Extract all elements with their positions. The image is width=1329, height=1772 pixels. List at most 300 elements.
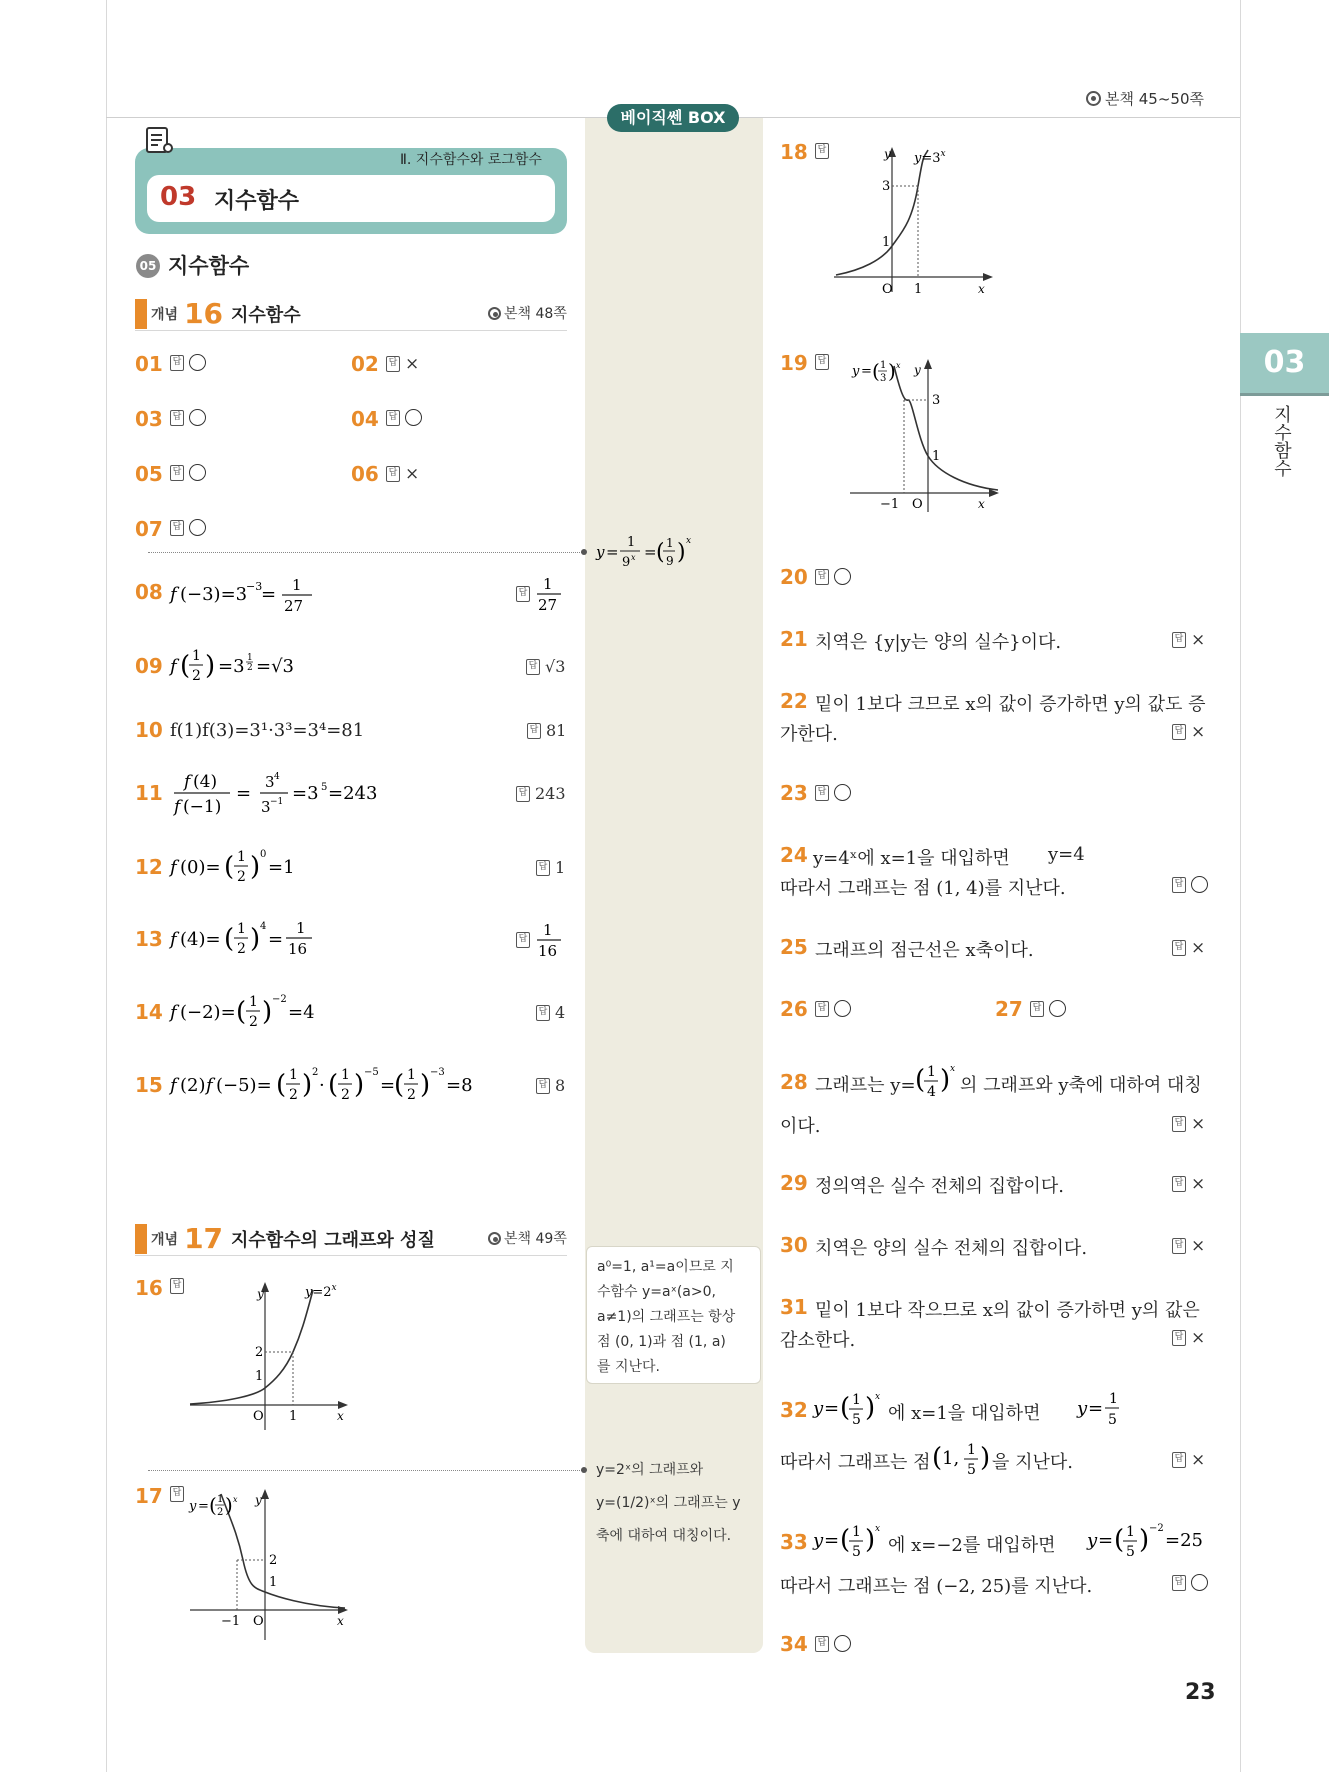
svg-text:(: ( [840, 1393, 851, 1423]
question-number: 20 [780, 565, 808, 589]
answer-06: 답 × [386, 464, 419, 484]
svg-text:2: 2 [341, 1087, 350, 1103]
solution-32-line-2a: 따라서 그래프는 점 [780, 1452, 931, 1473]
svg-text:=: = [824, 1530, 840, 1551]
svg-text:(: ( [224, 852, 235, 882]
equation-14 [168, 986, 338, 1036]
svg-text:2: 2 [249, 1014, 258, 1030]
answer-fraction [535, 574, 563, 614]
svg-text:3: 3 [932, 393, 941, 408]
answer-32: 답 × [1172, 1450, 1205, 1470]
svg-text:(: ( [932, 1443, 943, 1473]
concept-16-rule [135, 330, 567, 331]
svg-text:): ) [250, 924, 261, 954]
svg-text:=: = [606, 543, 619, 561]
solution-21: 치역은 {y|y는 양의 실수}이다. [815, 632, 1062, 653]
question-number: 04 [351, 407, 379, 431]
circle-mark-icon [405, 409, 422, 426]
reference-icon [488, 307, 501, 320]
answer-19: 답 [815, 354, 829, 370]
svg-text:=3: =3 [218, 656, 245, 677]
svg-text:=4: =4 [288, 1002, 315, 1023]
svg-text:1: 1 [914, 282, 923, 297]
svg-text:y=2x: $y=2^x$ [305, 1283, 337, 1300]
equation-11 [168, 766, 378, 818]
svg-text:1: 1 [852, 1524, 861, 1540]
answer-10: 답 81 [527, 721, 566, 740]
svg-text:): ) [865, 1525, 876, 1555]
chapter-side-tab: 03 [1240, 333, 1329, 393]
svg-text:): ) [980, 1443, 990, 1473]
svg-text:=8: =8 [446, 1075, 473, 1096]
question-number: 30 [780, 1233, 808, 1257]
svg-text:x: x [875, 1392, 881, 1402]
svg-text:=: = [1088, 1398, 1104, 1419]
note-2-box: a⁰=1, a¹=a이므로 지 수함수 y=aˣ(a>0, a≠1)의 그래프는 항상 점 (0, 1)과 점 (1, a) 를 지난다. [586, 1246, 761, 1384]
solution-31-line-2: 감소한다. [780, 1330, 856, 1351]
fraction-one-quarter [915, 1056, 957, 1104]
note-leader-dot [581, 1467, 587, 1473]
answer-03: 답 [170, 409, 206, 426]
svg-text:y: y [813, 1530, 824, 1551]
equation-33-result [1085, 1516, 1210, 1564]
equation-32-function [811, 1384, 891, 1432]
answer-17: 답 [170, 1486, 184, 1502]
svg-text:(: ( [236, 997, 247, 1027]
svg-text:): ) [888, 359, 896, 383]
equation-12 [168, 841, 318, 891]
solution-32-line-1: 에 x=1을 대입하면 [888, 1403, 1041, 1424]
svg-text:5: 5 [852, 1544, 861, 1560]
svg-text:1: 1 [237, 921, 246, 937]
circle-mark-icon [1049, 1000, 1066, 1017]
svg-text:=: = [198, 1499, 209, 1514]
solution-32-line-2b: 을 지난다. [992, 1452, 1073, 1473]
svg-text:O: O [912, 497, 923, 512]
svg-text:4: 4 [927, 1084, 936, 1100]
chapter-side-label: 지수함수 [1271, 405, 1292, 477]
note-3-line-2: y=(1/2)ˣ의 그래프는 y [596, 1495, 741, 1511]
answer-05: 답 [170, 464, 206, 481]
svg-text:=: = [644, 543, 657, 561]
note-3-line-1: y=2ˣ의 그래프와 [596, 1462, 704, 1478]
svg-text:=25: =25 [1165, 1530, 1203, 1551]
question-number: 01 [135, 352, 163, 376]
svg-text:(4)=: (4)= [180, 929, 221, 950]
svg-text:O: O [882, 282, 893, 297]
concept-17-reference: 본책 49쪽 [488, 1228, 567, 1248]
svg-text:(−3)=3: (−3)=3 [180, 584, 248, 605]
note-3-line-3: 축에 대하여 대칭이다. [596, 1528, 732, 1544]
page-border-left [106, 0, 107, 1772]
svg-text:1: 1 [932, 449, 941, 464]
question-number: 09 [135, 654, 163, 678]
svg-text:f: f [170, 929, 177, 950]
circle-mark-icon [189, 354, 206, 371]
svg-text:−1: −1 [221, 1614, 241, 1629]
svg-text:x: x [233, 1495, 238, 1504]
question-number: 33 [780, 1530, 808, 1554]
svg-text:y: y [257, 1287, 264, 1301]
svg-text:f: f [170, 857, 177, 878]
solution-22-line-2: 가한다. [780, 724, 838, 745]
svg-text:): ) [1139, 1525, 1150, 1555]
answer-30: 답 × [1172, 1236, 1205, 1256]
svg-text:1: 1 [341, 1067, 350, 1083]
svg-text:(2): (2) [180, 1075, 206, 1096]
solution-28-line-1b: 의 그래프와 y축에 대하여 대칭 [960, 1075, 1202, 1096]
question-number: 07 [135, 517, 163, 541]
question-number: 25 [780, 935, 808, 959]
answer-21: 답 × [1172, 630, 1205, 650]
svg-text:2: 2 [237, 941, 246, 957]
svg-text:f: f [184, 772, 191, 792]
svg-text:2: 2 [247, 663, 253, 673]
solution-33-line-2: 따라서 그래프는 점 (−2, 25)를 지난다. [780, 1576, 1093, 1597]
svg-text:1: 1 [247, 653, 253, 663]
equation-10: f(1)f(3)=3¹·3³=3⁴=81 [170, 720, 365, 741]
svg-text:1: 1 [237, 849, 246, 865]
question-number: 22 [780, 689, 808, 713]
circle-mark-icon [1191, 876, 1208, 893]
solution-29: 정의역은 실수 전체의 집합이다. [815, 1176, 1064, 1197]
concept-tag [135, 299, 147, 329]
question-number: 11 [135, 781, 163, 805]
svg-text:=: = [380, 1075, 396, 1096]
question-number: 23 [780, 781, 808, 805]
svg-text:−1: −1 [270, 797, 284, 807]
answer-fraction [535, 920, 563, 960]
svg-text:2: 2 [289, 1087, 298, 1103]
answer-12: 답 1 [536, 858, 565, 877]
answer-14: 답 4 [536, 1003, 565, 1022]
svg-text:O: O [253, 1409, 264, 1424]
svg-text:3: 3 [261, 798, 271, 816]
circle-mark-icon [189, 464, 206, 481]
svg-text:−2: −2 [1149, 1523, 1164, 1534]
svg-text:y: y [255, 1493, 262, 1507]
basic-box-column [585, 118, 763, 1653]
answer-08: 답 1 27 [516, 574, 563, 614]
answer-13: 답 1 16 [516, 920, 563, 960]
svg-text:5: 5 [1108, 1412, 1117, 1428]
answer-01: 답 [170, 354, 206, 371]
question-number: 24 [780, 843, 808, 867]
point-1-one-fifth [932, 1434, 990, 1482]
graph-y-3-x [832, 142, 1002, 300]
svg-text:y=3x: $y=3^x$ [914, 149, 946, 166]
svg-text:1: 1 [289, 1067, 298, 1083]
svg-text:=√3: =√3 [256, 656, 295, 677]
svg-text:=3: =3 [292, 783, 319, 804]
svg-text:2: 2 [312, 1067, 319, 1078]
answer-04: 답 [386, 409, 422, 426]
svg-text:y: y [852, 364, 860, 379]
svg-text:): ) [225, 1493, 233, 1517]
answer-16: 답 [170, 1278, 184, 1294]
solution-24-line-2: 따라서 그래프는 점 (1, 4)를 지난다. [780, 878, 1066, 899]
solution-28-line-1a: 그래프는 y= [815, 1075, 916, 1096]
circle-mark-icon [834, 1000, 851, 1017]
svg-text:16: 16 [538, 942, 558, 960]
question-number: 06 [351, 462, 379, 486]
svg-text:·: · [319, 1075, 325, 1096]
question-number: 16 [135, 1276, 163, 1300]
svg-text:(−1): (−1) [183, 797, 222, 817]
svg-text:=243: =243 [328, 783, 378, 804]
svg-text:1: 1 [967, 1442, 976, 1458]
svg-text:(: ( [872, 359, 880, 383]
solution-25: 그래프의 점근선은 x축이다. [815, 940, 1034, 961]
svg-text:(: ( [840, 1525, 851, 1555]
question-number: 02 [351, 352, 379, 376]
svg-text:): ) [250, 852, 261, 882]
svg-text:=: = [824, 1398, 840, 1419]
answer-26: 답 [815, 1000, 851, 1017]
circle-mark-icon [834, 568, 851, 585]
svg-text:y: y [813, 1398, 824, 1419]
answer-34: 답 [815, 1635, 851, 1652]
svg-text:x: x [337, 1614, 344, 1628]
answer-25: 답 × [1172, 938, 1205, 958]
svg-text:2: 2 [217, 1507, 224, 1518]
graph-y-third-x [848, 350, 1008, 515]
svg-text:1: 1 [289, 1409, 298, 1424]
svg-text:f: f [206, 1075, 213, 1096]
solution-22-line-1: 밑이 1보다 크므로 x의 값이 증가하면 y의 값도 증 [815, 694, 1206, 715]
svg-text:): ) [940, 1065, 951, 1095]
svg-text:): ) [262, 997, 273, 1027]
answer-24: 답 [1172, 876, 1208, 893]
answer-18: 답 [815, 143, 829, 159]
svg-text:1: 1 [1126, 1524, 1135, 1540]
svg-text:1: 1 [192, 648, 201, 664]
svg-text:4: 4 [274, 772, 280, 782]
equation-09 [168, 640, 328, 690]
svg-text:): ) [302, 1070, 313, 1100]
note-leader-dot [581, 549, 587, 555]
reference-icon [488, 1232, 501, 1245]
svg-text:1: 1 [852, 1392, 861, 1408]
question-number: 34 [780, 1632, 808, 1656]
svg-text:x: x [978, 497, 985, 511]
svg-text:y: y [884, 147, 891, 161]
answer-09: 답 √3 [526, 657, 565, 676]
circle-mark-icon [1191, 1574, 1208, 1591]
svg-text:x: x [896, 361, 901, 370]
svg-text:16: 16 [288, 940, 308, 958]
svg-text:1: 1 [269, 1575, 278, 1590]
solution-24-line-1: y=4ˣ에 x=1을 대입하면 [813, 848, 1010, 869]
svg-text:y: y [1087, 1530, 1098, 1551]
side-tab-underline [1240, 393, 1329, 396]
svg-text:5: 5 [321, 782, 328, 793]
svg-text:5: 5 [852, 1412, 861, 1428]
svg-text:27: 27 [538, 596, 558, 614]
answer-02: 답 × [386, 354, 419, 374]
page-number: 23 [1185, 1680, 1216, 1705]
svg-text:(: ( [180, 651, 191, 681]
svg-text:x: x [631, 553, 636, 562]
solution-24-result: y=4 [1048, 844, 1085, 865]
answer-31: 답 × [1172, 1328, 1205, 1348]
svg-text:9: 9 [622, 555, 631, 570]
svg-text:−5: −5 [364, 1067, 379, 1078]
question-number: 26 [780, 997, 808, 1021]
graph-y-2-x [185, 1280, 355, 1450]
question-number: 12 [135, 855, 163, 879]
answer-33: 답 [1172, 1574, 1208, 1591]
question-number: 31 [780, 1295, 808, 1319]
svg-text:x: x [875, 1524, 881, 1534]
svg-text:1: 1 [296, 919, 306, 937]
question-number: 32 [780, 1398, 808, 1422]
question-number: 08 [135, 580, 163, 604]
svg-text:=: = [261, 584, 277, 605]
section-title: 지수함수 [168, 254, 250, 278]
svg-text:3: 3 [882, 179, 891, 194]
question-number: 13 [135, 927, 163, 951]
header-page-reference: 본책 45~50쪽 [1086, 88, 1204, 109]
answer-28: 답 × [1172, 1114, 1205, 1134]
svg-text:(−5)=: (−5)= [216, 1075, 272, 1096]
equation-15 [168, 1059, 498, 1109]
answer-23: 답 [815, 784, 851, 801]
svg-text:−3: −3 [430, 1067, 445, 1078]
svg-text:(: ( [656, 540, 665, 565]
reference-icon [1086, 91, 1101, 106]
svg-text:−1: −1 [880, 497, 900, 512]
svg-text:0: 0 [260, 849, 267, 860]
svg-text:1: 1 [880, 360, 887, 371]
svg-text:4: 4 [260, 921, 267, 932]
svg-text:x: x [950, 1064, 956, 1074]
svg-text:2: 2 [407, 1087, 416, 1103]
svg-text:f: f [170, 584, 177, 605]
answer-07: 답 [170, 519, 206, 536]
svg-text:1: 1 [1109, 1391, 1118, 1407]
svg-text:1,: 1, [942, 1448, 960, 1469]
answer-27: 답 [1030, 1000, 1066, 1017]
question-number: 28 [780, 1070, 808, 1094]
svg-text:(: ( [394, 1070, 405, 1100]
concept-16-header: 개념 16 지수함수 [135, 297, 301, 330]
chapter-banner-inner [147, 175, 555, 222]
solution-30: 치역은 양의 실수 전체의 집합이다. [815, 1238, 1088, 1259]
question-number: 29 [780, 1171, 808, 1195]
svg-text:27: 27 [284, 597, 304, 615]
question-number: 05 [135, 462, 163, 486]
svg-text:1: 1 [292, 576, 302, 594]
question-number: 15 [135, 1073, 163, 1097]
equation-13 [168, 913, 338, 963]
svg-text:f: f [170, 656, 177, 677]
svg-text:x: x [686, 536, 692, 546]
basic-box-badge: 베이직쎈 BOX [607, 104, 739, 132]
chapter-title: 지수함수 [214, 189, 300, 214]
solution-28-line-2: 이다. [780, 1116, 821, 1137]
question-number: 18 [780, 140, 808, 164]
svg-text:(−2)=: (−2)= [180, 1002, 236, 1023]
circle-mark-icon [189, 519, 206, 536]
svg-text:2: 2 [255, 1345, 264, 1360]
svg-text:y: y [1077, 1398, 1088, 1419]
note-1-equation [590, 528, 710, 576]
svg-text:1: 1 [543, 921, 553, 939]
svg-text:): ) [420, 1070, 431, 1100]
solution-31-line-1: 밑이 1보다 작으므로 x의 값이 증가하면 y의 값은 [815, 1300, 1200, 1321]
equation-32-result [1075, 1386, 1125, 1432]
svg-text:(: ( [328, 1070, 339, 1100]
svg-text:1: 1 [666, 536, 674, 550]
solution-33-line-1: 에 x=−2를 대입하면 [888, 1535, 1056, 1556]
note-leader-line [148, 552, 584, 553]
svg-text:−2: −2 [272, 994, 287, 1005]
note-leader-line [148, 1470, 584, 1471]
graph-y-half-x [185, 1480, 355, 1650]
svg-text:=: = [861, 364, 872, 379]
svg-text:9: 9 [666, 554, 674, 568]
equation-08 [168, 572, 328, 616]
svg-text:y: y [914, 363, 921, 377]
question-number: 27 [995, 997, 1023, 1021]
svg-text:1: 1 [217, 1494, 224, 1505]
concept-tag [135, 1224, 147, 1254]
answer-20: 답 [815, 568, 851, 585]
svg-text:2: 2 [192, 668, 201, 684]
svg-text:=: = [268, 929, 284, 950]
question-number: 10 [135, 718, 163, 742]
document-icon [143, 126, 175, 156]
svg-text:O: O [253, 1614, 264, 1629]
svg-text:5: 5 [967, 1462, 976, 1478]
chapter-subtitle: Ⅱ. 지수함수와 로그함수 [400, 152, 542, 168]
svg-text:(: ( [276, 1070, 287, 1100]
svg-text:(4): (4) [193, 772, 218, 792]
svg-text:1: 1 [927, 1064, 936, 1080]
svg-text:=1: =1 [268, 857, 295, 878]
question-number: 19 [780, 351, 808, 375]
svg-text:(: ( [915, 1065, 926, 1095]
svg-text:=: = [1098, 1530, 1114, 1551]
circle-mark-icon [189, 409, 206, 426]
circle-mark-icon [834, 784, 851, 801]
svg-text:3: 3 [265, 773, 275, 791]
answer-15: 답 8 [536, 1076, 565, 1095]
concept-16-reference: 본책 48쪽 [488, 303, 567, 323]
svg-text:5: 5 [1126, 1544, 1135, 1560]
svg-text:f: f [170, 1002, 177, 1023]
svg-text:1: 1 [627, 535, 636, 550]
question-number: 17 [135, 1484, 163, 1508]
section-number: 05 [136, 254, 160, 278]
answer-29: 답 × [1172, 1174, 1205, 1194]
svg-text:1: 1 [882, 235, 891, 250]
svg-text:3: 3 [880, 373, 887, 384]
page-border-right [1240, 0, 1241, 1772]
svg-text:(: ( [224, 924, 235, 954]
svg-text:x: x [337, 1409, 344, 1423]
equation-33-function [811, 1516, 891, 1564]
svg-text:=: = [236, 783, 252, 804]
svg-text:(: ( [209, 1493, 217, 1517]
question-number: 03 [135, 407, 163, 431]
svg-text:2: 2 [269, 1553, 278, 1568]
svg-text:1: 1 [543, 575, 553, 593]
svg-text:−3: −3 [246, 580, 263, 593]
chapter-number: 03 [160, 182, 197, 212]
svg-text:): ) [865, 1393, 876, 1423]
